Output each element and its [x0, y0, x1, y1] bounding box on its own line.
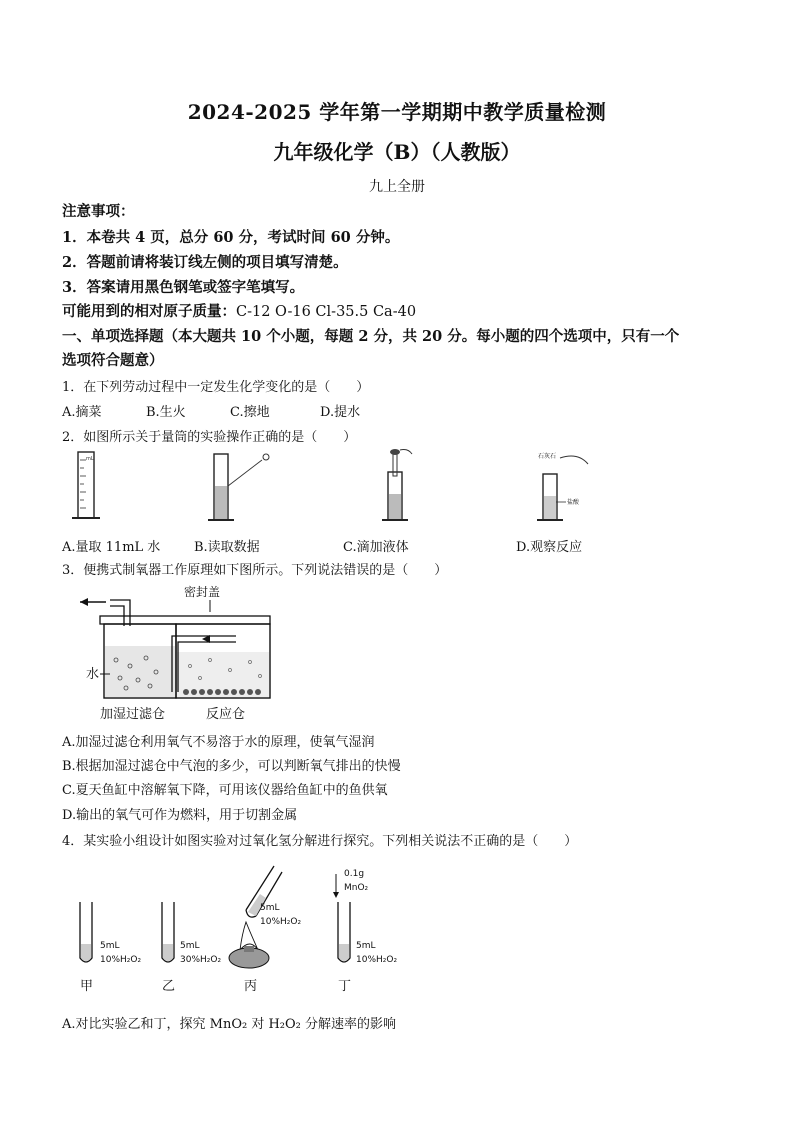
- cylinder-a-figure: [72, 452, 100, 518]
- water-label: 水: [86, 667, 100, 682]
- exam-title: 2024-2025 学年第一学期期中教学质量检测: [187, 100, 607, 124]
- q3-option-d: D.输出的氧气可作为燃料，用于切割金属: [62, 808, 298, 823]
- tube-yi-volume: 5mL: [180, 941, 200, 951]
- tube-yi-name: 乙: [162, 979, 176, 994]
- q1-option-c: C.擦地: [230, 405, 270, 420]
- q1-option-b: B.生火: [146, 405, 186, 420]
- tube-bing-concentration: 10%H₂O₂: [260, 917, 302, 927]
- atomic-mass-line: [62, 300, 416, 321]
- tube-ding-concentration: 10%H₂O₂: [356, 955, 398, 965]
- lid-label: 密封盖: [184, 585, 221, 599]
- tube-jia-name: 甲: [80, 979, 94, 994]
- tube-ding: [333, 869, 397, 994]
- q2-option-b: B.读取数据: [194, 540, 260, 555]
- q2-option-c: C.滴加液体: [343, 540, 409, 555]
- left-chamber-label: 加湿过滤仓: [100, 707, 166, 722]
- cylinder-unit-label: mL: [86, 456, 94, 462]
- notice-item-2: 2．答题前请将装订线左侧的项目填写清楚。: [62, 254, 348, 271]
- q4-option-a: A.对比实验乙和丁，探究 MnO₂ 对 H₂O₂ 分解速率的影响: [62, 1017, 397, 1032]
- q3-stem: 3．便携式制氧器工作原理如下图所示。下列说法错误的是（ ）: [62, 563, 448, 578]
- acid-label: 盐酸: [567, 499, 580, 506]
- tube-yi-concentration: 30%H₂O₂: [180, 955, 222, 965]
- tube-bing: [229, 866, 301, 994]
- notice-heading: 注意事项：: [62, 203, 135, 220]
- q2-stem: 2．如图所示关于量筒的实验操作正确的是（ ）: [62, 430, 357, 445]
- cylinder-b-figure: [208, 454, 269, 520]
- notice-item-1: 1．本卷共 4 页，总分 60 分，考试时间 60 分钟。: [62, 229, 400, 246]
- tube-bing-name: 丙: [244, 979, 258, 994]
- tube-yi: [162, 902, 221, 994]
- catalyst-mass-label: 0.1g: [344, 869, 365, 879]
- q1-option-a: A.摘菜: [62, 405, 102, 420]
- q3-option-a: A.加湿过滤仓利用氧气不易溶于水的原理，使氧气湿润: [62, 735, 375, 750]
- section-heading-line2: 选项符合题意）: [62, 352, 164, 369]
- catalyst-label: MnO₂: [344, 883, 369, 893]
- cylinder-d-figure: [537, 452, 588, 520]
- q2-option-d: D.观察反应: [516, 540, 583, 555]
- notice-item-3: 3．答案请用黑色钢笔或签字笔填写。: [62, 279, 305, 296]
- tube-jia-concentration: 10%H₂O₂: [100, 955, 142, 965]
- q1-option-d: D.提水: [320, 405, 361, 420]
- tube-jia: [80, 902, 141, 994]
- q2-option-a: A.量取 11mL 水: [62, 540, 161, 555]
- q3-option-c: C.夏天鱼缸中溶解氧下降，可用该仪器给鱼缸中的鱼供氧: [62, 783, 388, 798]
- oxygen-generator-figure: [60, 580, 290, 725]
- tube-ding-volume: 5mL: [356, 941, 376, 951]
- q1-stem: 1．在下列劳动过程中一定发生化学变化的是（ ）: [62, 380, 370, 395]
- q4-stem: 4．某实验小组设计如图实验对过氧化氢分解进行探究。下列相关说法不正确的是（ ）: [62, 834, 578, 849]
- tube-ding-name: 丁: [338, 979, 352, 994]
- section-heading-line1: 一、单项选择题（本大题共 10 个小题，每题 2 分，共 20 分。每小题的四个选项中，只有一个: [62, 328, 680, 345]
- q3-option-b: B.根据加湿过滤仓中气泡的多少，可以判断氧气排出的快慢: [62, 759, 401, 774]
- atomic-mass-values: C-12 O-16 Cl-35.5 Ca-40: [236, 304, 417, 320]
- exam-scope: 九上全册: [369, 179, 425, 195]
- exam-subtitle: 九年级化学（B）（人教版）: [273, 140, 521, 164]
- tube-jia-volume: 5mL: [100, 941, 120, 951]
- limestone-label: 石灰石: [538, 453, 557, 460]
- atomic-mass-prefix: 可能用到的相对原子质量：: [62, 303, 236, 320]
- h2o2-experiment-figure: [60, 862, 440, 1002]
- tube-bing-volume: 5mL: [260, 903, 280, 913]
- right-chamber-label: 反应仓: [206, 707, 246, 722]
- q2-figures: [0, 446, 794, 530]
- cylinder-c-figure: [382, 449, 412, 520]
